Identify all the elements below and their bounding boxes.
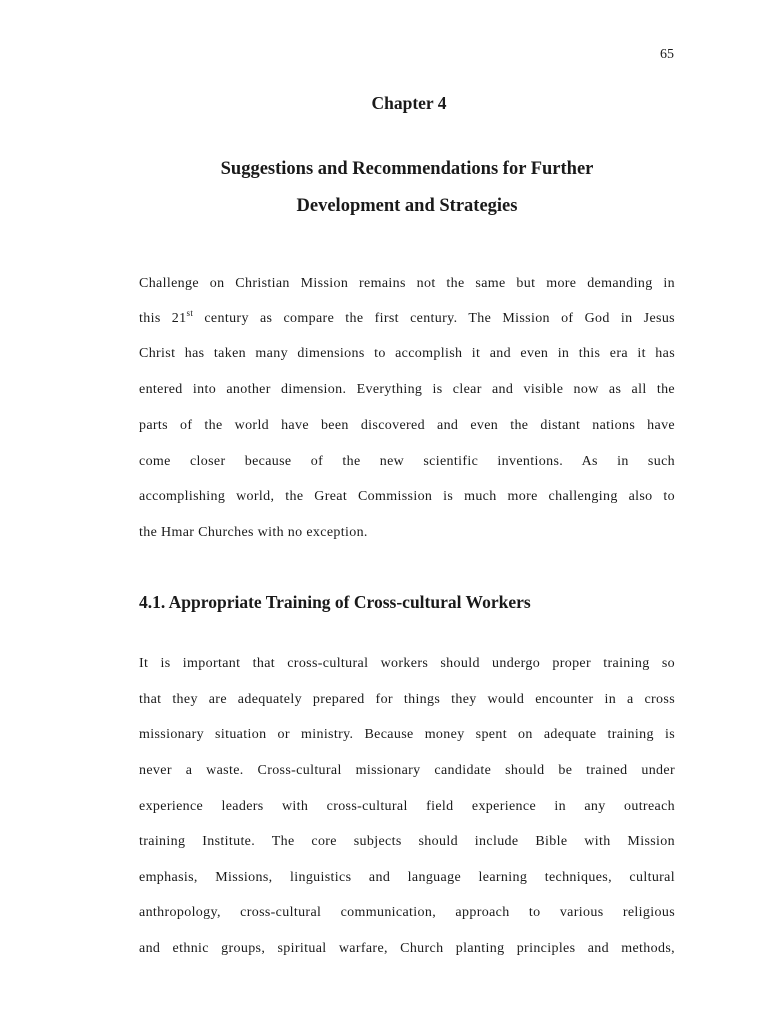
paragraph-line: the Hmar Churches with no exception. [139, 525, 368, 540]
paragraph-line: parts of the world have been discovered and even the distant nations have [139, 418, 675, 433]
paragraph-line: accomplishing world, the Great Commission is much more challenging also to [139, 489, 675, 504]
paragraph-line: come closer because of the new scientific inventions. As in such [139, 454, 675, 469]
paragraph-line: emphasis, Missions, linguistics and language learning techniques, cultural [139, 870, 675, 885]
paragraph-line: Christ has taken many dimensions to accomplish it and even in this era it has [139, 346, 675, 361]
paragraph-line: that they are adequately prepared for things they would encounter in a cross [139, 692, 675, 707]
chapter-label: Chapter 4 [371, 93, 447, 113]
paragraph-line: Challenge on Christian Mission remains not the same but more demanding in [139, 276, 675, 291]
paragraph-line: training Institute. The core subjects should include Bible with Mission [139, 834, 675, 849]
paragraph-line: missionary situation or ministry. Because money spent on adequate training is [139, 727, 675, 742]
paragraph-line: It is important that cross-cultural workers should undergo proper training so [139, 656, 675, 671]
chapter-title-line-1: Suggestions and Recommendations for Further [220, 159, 594, 179]
section-heading: 4.1. Appropriate Training of Cross-cultural Workers [139, 592, 531, 612]
page-number: 65 [660, 47, 674, 62]
chapter-title-line-2: Development and Strategies [296, 196, 518, 216]
text-run: this 21 [139, 311, 187, 326]
paragraph-line [139, 309, 675, 329]
paragraph-line: entered into another dimension. Everything is clear and visible now as all the [139, 382, 675, 397]
paragraph-line: anthropology, cross-cultural communication, approach to various religious [139, 905, 675, 920]
ordinal-superscript: st [186, 308, 194, 318]
paragraph-line: and ethnic groups, spiritual warfare, Church planting principles and methods, [139, 941, 675, 956]
paragraph-line: never a waste. Cross-cultural missionary candidate should be trained under [139, 763, 675, 778]
paragraph-line: experience leaders with cross-cultural field experience in any outreach [139, 799, 675, 814]
text-run: century as compare the first century. The Mission of God in Jesus [193, 311, 675, 326]
